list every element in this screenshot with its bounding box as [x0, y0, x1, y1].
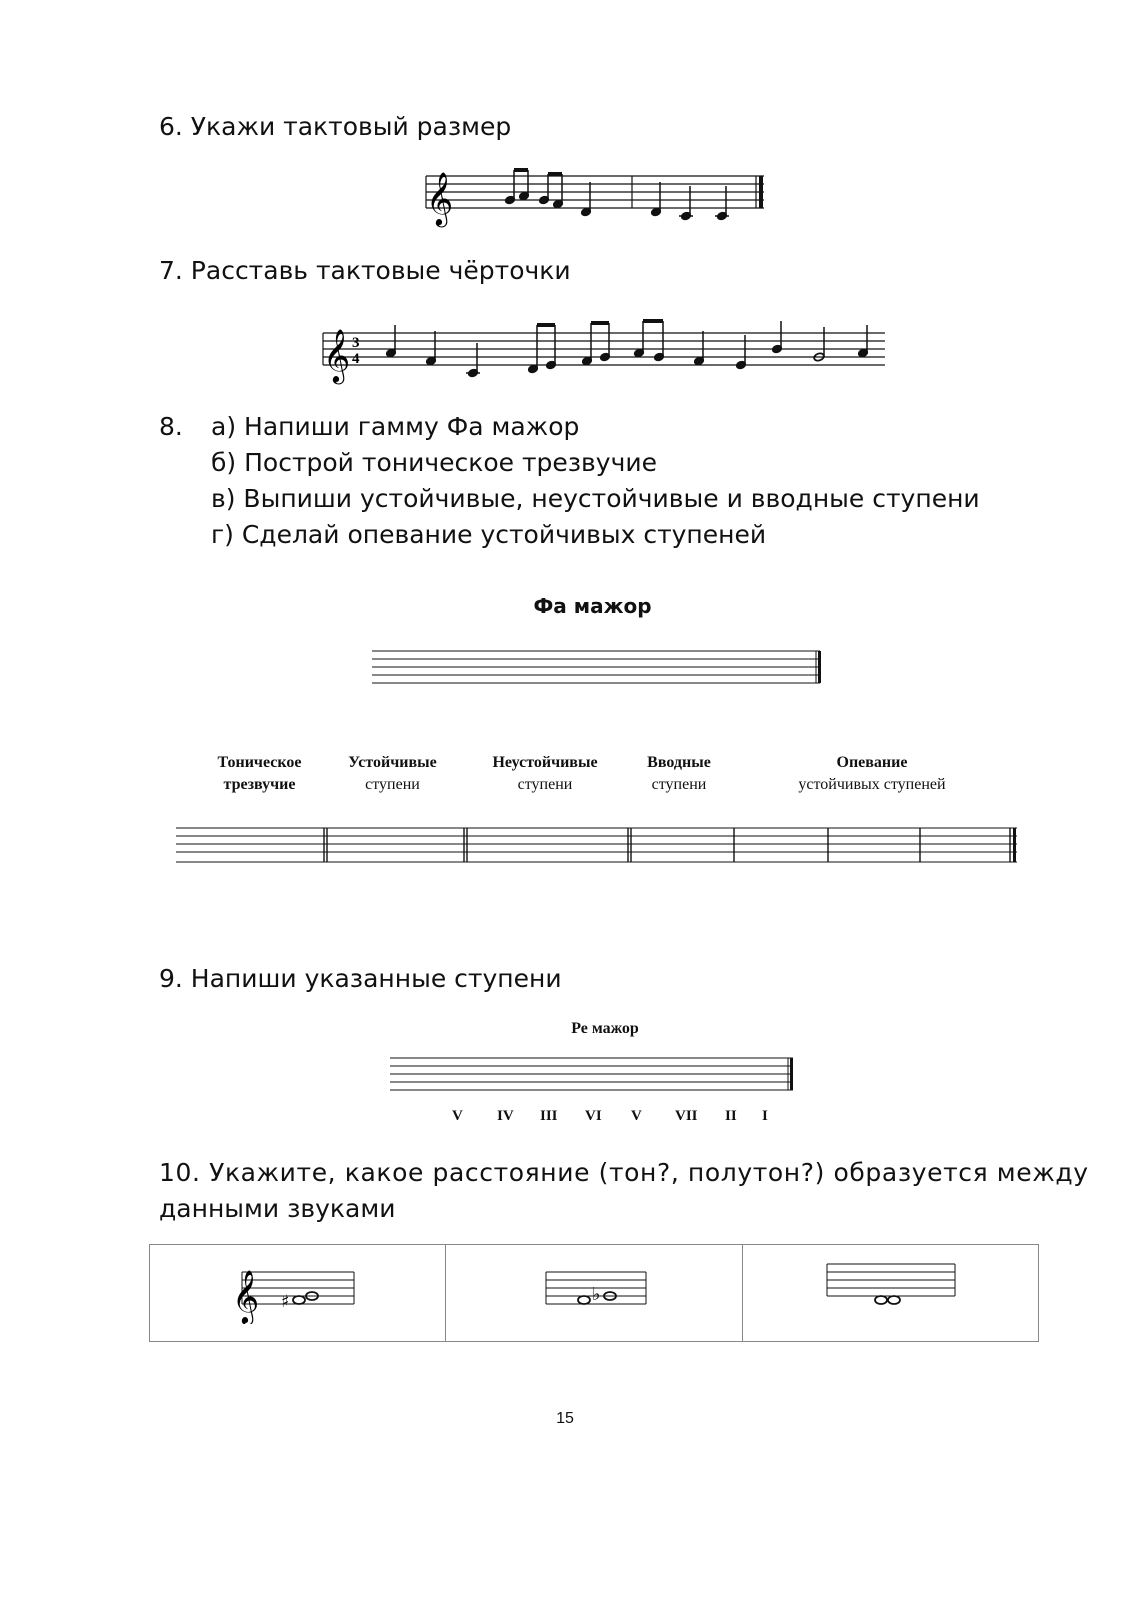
header-tonic-triad: Тоническое трезвучие	[217, 754, 302, 793]
question-10-line-2: данными звуками	[159, 1194, 396, 1223]
d-major-title: Ре мажор	[571, 1020, 639, 1037]
interval-cell-2[interactable]	[446, 1245, 742, 1342]
interval-staff-2	[524, 1258, 664, 1324]
header-unstable-degrees: Неустойчивые ступени	[492, 754, 598, 793]
header-stable-degrees: Устойчивые ступени	[348, 754, 437, 793]
intervals-table	[149, 1244, 1039, 1342]
degree-label: II	[725, 1108, 737, 1124]
interval-staff-1	[228, 1258, 368, 1324]
f-major-title: Фа мажор	[533, 594, 652, 618]
page-number: 15	[556, 1410, 574, 1427]
flat-icon: ♭	[591, 1284, 601, 1305]
interval-staff-3	[815, 1258, 965, 1324]
degree-label: VII	[675, 1108, 698, 1124]
question-6-label: 6. Укажи тактовый размер	[159, 112, 512, 141]
header-leading-degrees: Вводные ступени	[647, 754, 711, 793]
treble-clef-icon: 𝄞	[231, 1269, 259, 1323]
staff-q8-exercise	[172, 822, 1022, 870]
degree-label: IV	[497, 1108, 514, 1124]
degree-label: VI	[585, 1108, 602, 1124]
staff-f-major-scale	[370, 645, 825, 690]
question-8-item-d: г) Сделай опевание устойчивых ступеней	[211, 520, 767, 549]
degree-label: III	[540, 1108, 558, 1124]
time-signature-top: 3	[352, 335, 360, 351]
degree-label: V	[631, 1108, 642, 1124]
degree-label: I	[762, 1108, 768, 1124]
question-9-label: 9. Напиши указанные ступени	[159, 964, 562, 993]
question-8-item-b: б) Построй тоническое трезвучие	[211, 448, 657, 477]
header-encircling-stable-degrees: Опевание устойчивых ступеней	[798, 754, 946, 793]
question-10-line-1: 10. Укажите, какое расстояние (тон?, полутон?) образуется между	[159, 1158, 1089, 1187]
staff-q6	[420, 160, 770, 232]
question-7-label: 7. Расставь тактовые чёрточки	[159, 256, 571, 285]
interval-cell-1[interactable]	[150, 1245, 446, 1342]
treble-clef-icon: 𝄞	[426, 171, 454, 225]
degree-label: V	[452, 1108, 463, 1124]
question-8-item-c: в) Выпиши устойчивые, неустойчивые и вводные ступени	[211, 484, 980, 513]
staff-d-major-degrees	[388, 1052, 798, 1096]
question-8-item-a: а) Напиши гамму Фа мажор	[211, 412, 580, 441]
time-signature-bottom: 4	[352, 351, 360, 367]
treble-clef-icon: 𝄞	[323, 328, 351, 382]
sharp-icon: ♯	[280, 1292, 289, 1312]
question-8-number: 8.	[159, 412, 183, 441]
interval-cell-3[interactable]	[742, 1245, 1038, 1342]
staff-q7	[315, 315, 890, 385]
